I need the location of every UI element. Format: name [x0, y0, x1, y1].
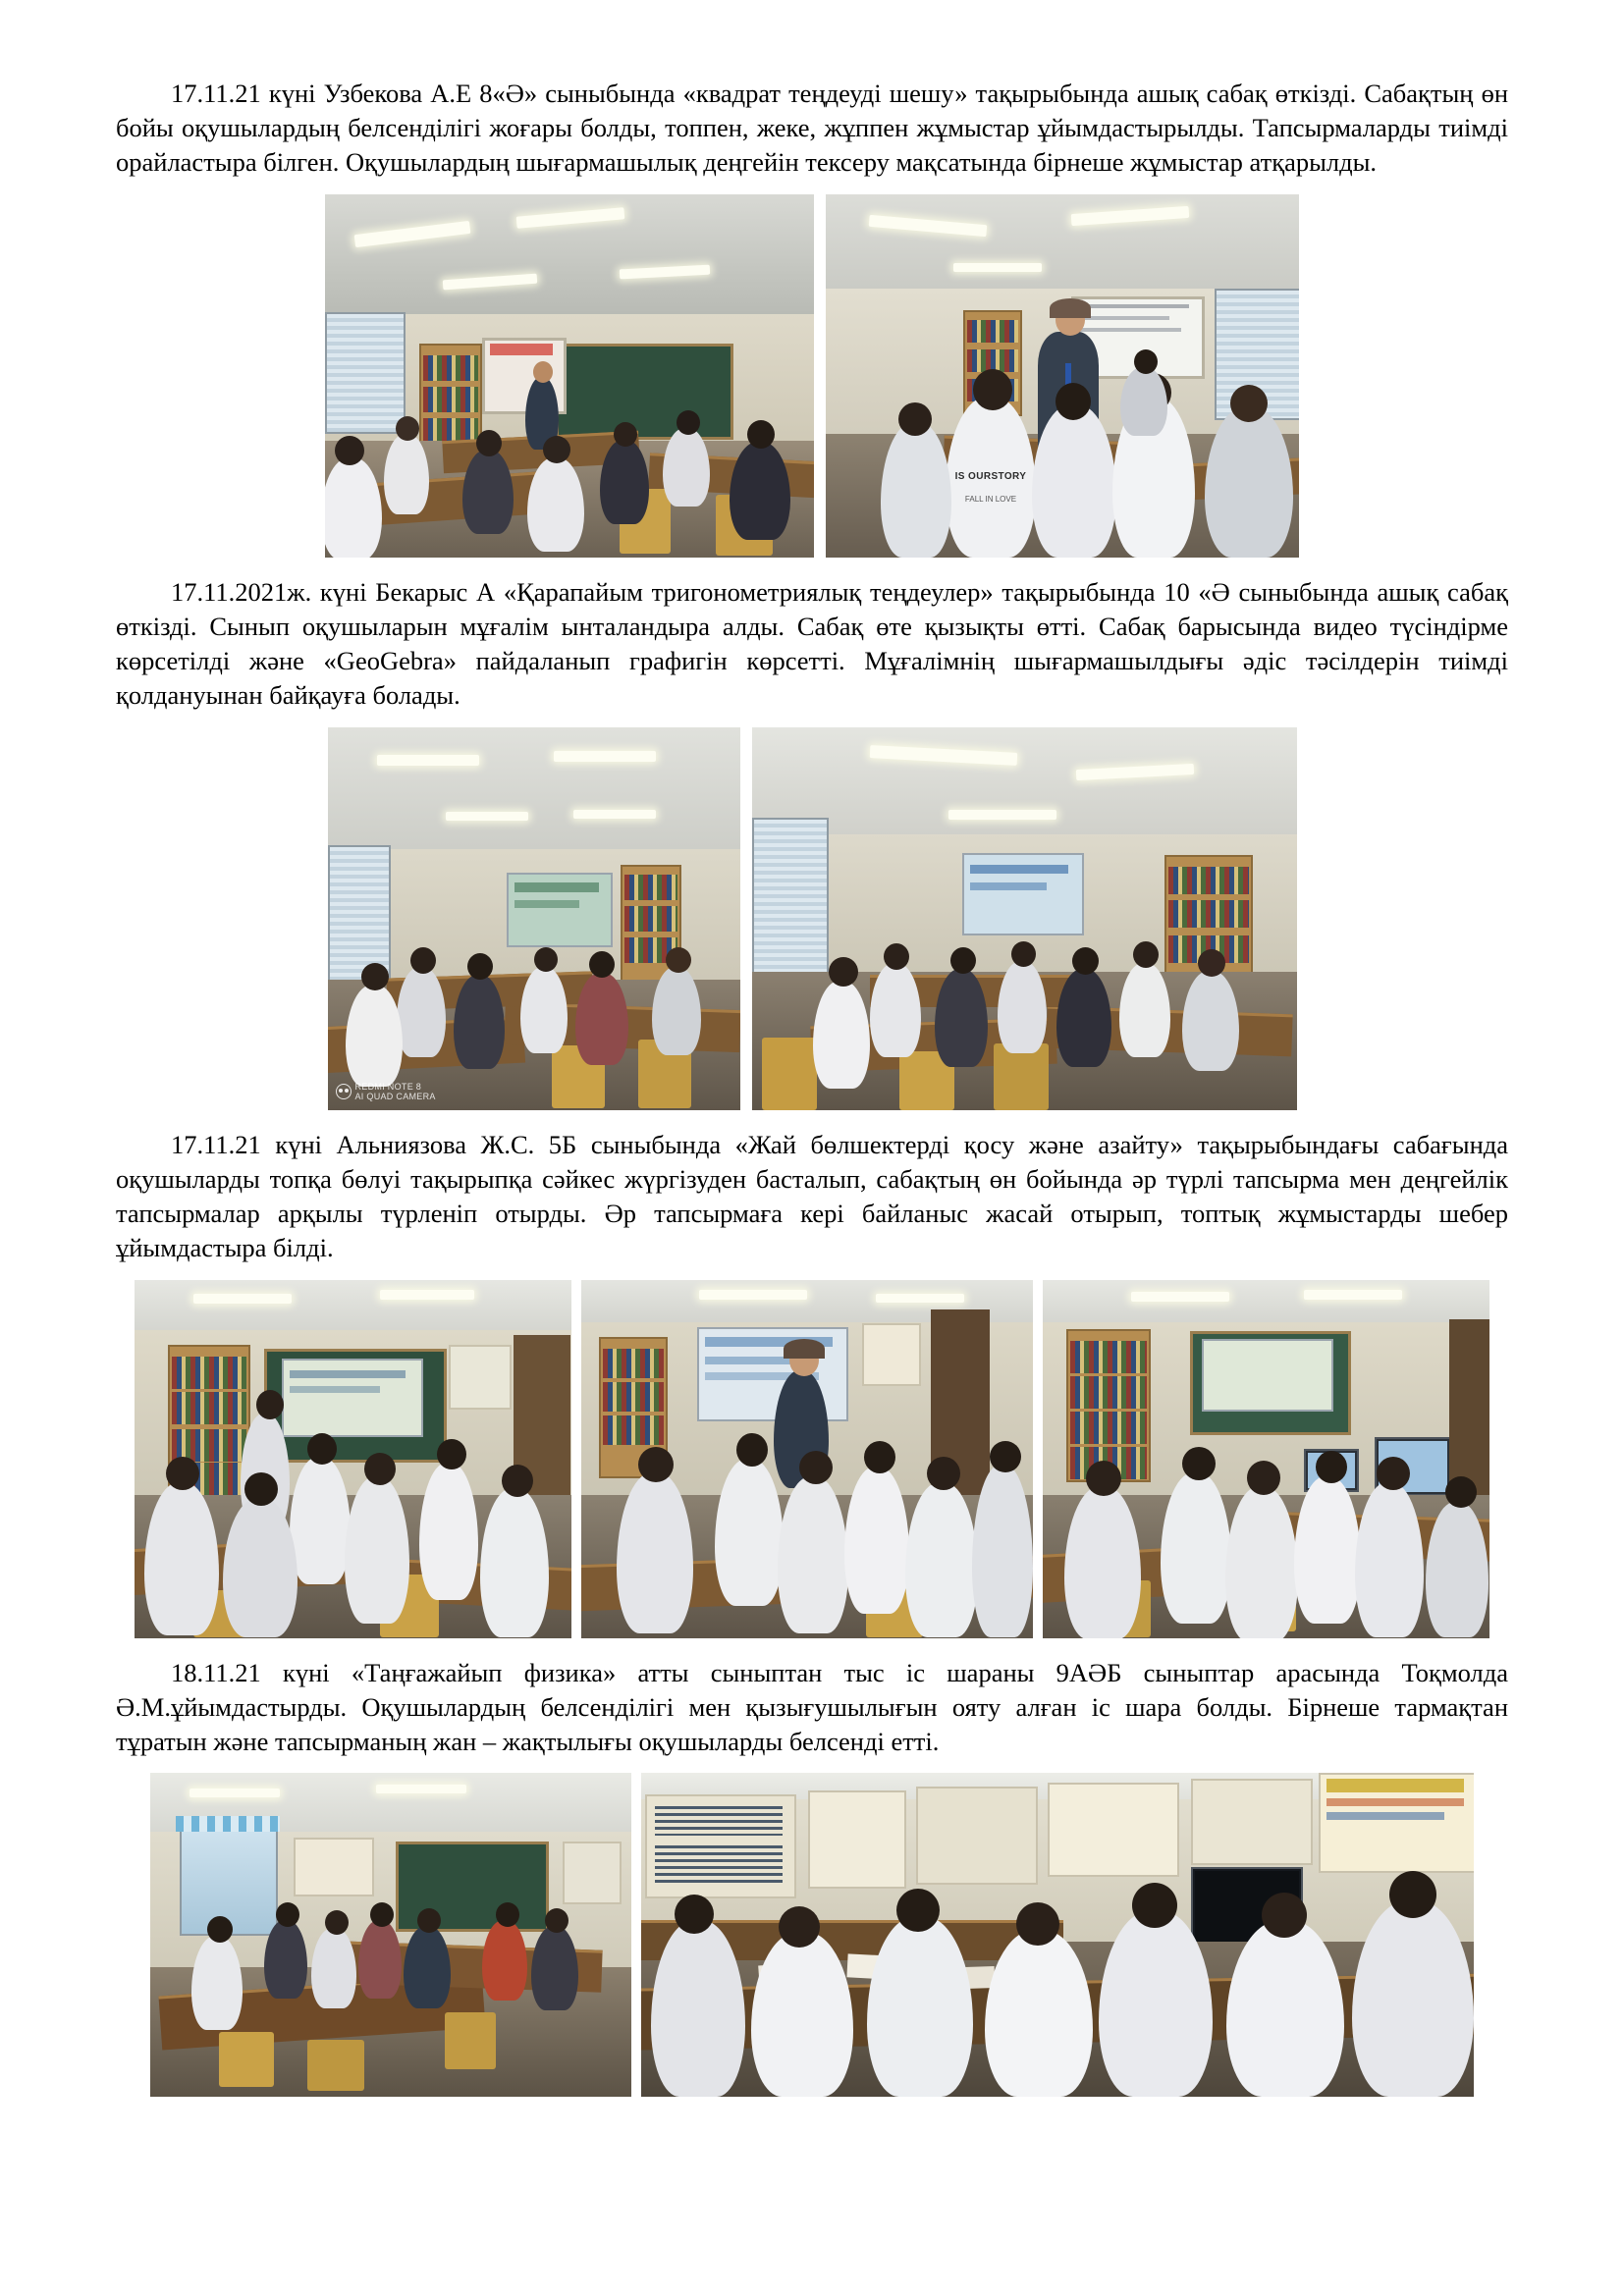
photo-g4-photo2 [641, 1773, 1474, 2097]
photo-group-3 [116, 1280, 1508, 1638]
photo-g3-photo1 [135, 1280, 571, 1638]
paragraph-2: 17.11.2021ж. күні Бекарыс А «Қарапайым тригонометриялық теңдеулер» тақырыбында 10 «Ә сыныбында ашық сабақ өткізді. Сынып оқушыларын мұғалім ынталандыра алды. Сабақ өте қызықты өтті. Сабақ барысында видео түсіндірме көрсетілді және «GeoGebra» пайдаланып графигін көрсетті. Мұғалімнің шығармашылдығы әдіс тәсілдерін тиімді қолдануынан байқауға болады. [116, 576, 1508, 711]
paragraph-3: 17.11.21 күні Альниязова Ж.С. 5Б сыныбында «Жай бөлшектерді қосу және азайту» тақырыбындағы сабағында оқушыларды топқа бөлуі тақырыпқа сәйкес жүргізуден басталып, сабақтың өн бойында әр түрлі тапсырма мен деңгейлік тапсырмалар арқылы түрленіп отырды. Әр тапсырмаға кері байланыс жасай отырып, топтық жұмыстарды шебер ұйымдастыра білді. [116, 1129, 1508, 1263]
photo-group-4 [116, 1773, 1508, 2097]
photo-group-1 [116, 194, 1508, 558]
paragraph-1: 17.11.21 күні Узбекова А.Е 8«Ә» сыныбында «квадрат теңдеуді шешу» тақырыбында ашық сабақ өткізді. Сабақтың өн бойы оқушылардың белсенділігі жоғары болды, топпен, жеке, жұппен жұмыстар ұйымдастырылды. Тапсырмаларды тиімді орайластыра білген. Оқушылардың шығармашылық деңгейін тексеру мақсатында бірнеше жұмыстар атқарылды. [116, 79, 1508, 178]
photo-g2-photo2 [752, 727, 1297, 1110]
chalkboard-icon [556, 344, 733, 440]
photo-g1-photo1 [325, 194, 814, 558]
photo-g1-photo2: IS OURSTORY FALL IN LOVE [826, 194, 1299, 558]
watermark-line-1: REDMI NOTE 8 [354, 1081, 422, 1092]
camera-watermark [336, 1082, 436, 1102]
watermark-line-2: AI QUAD CAMERA [354, 1092, 436, 1102]
photo-group-2 [116, 727, 1508, 1110]
camera-logo-icon [336, 1084, 352, 1099]
paragraph-4: 18.11.21 күні «Таңғажайып физика» атты сыныптан тыс іс шараны 9АӘБ сыныптар арасында Тоқмолда Ә.М.ұйымдастырды. Оқушылардың белсенділігі мен қызығушылығын ояту алған іс шара болды. Бірнеше тармақтан тұратын және тапсырманың жан – жақтылығы оқушыларды белсенді етті. [116, 1657, 1508, 1757]
photo-g2-photo1 [328, 727, 740, 1110]
photo-g3-photo2 [581, 1280, 1033, 1638]
photo-g3-photo3 [1043, 1280, 1489, 1638]
tshirt-text-overlay: IS OURSTORY [954, 470, 1027, 482]
photo-g4-photo1 [150, 1773, 631, 2097]
